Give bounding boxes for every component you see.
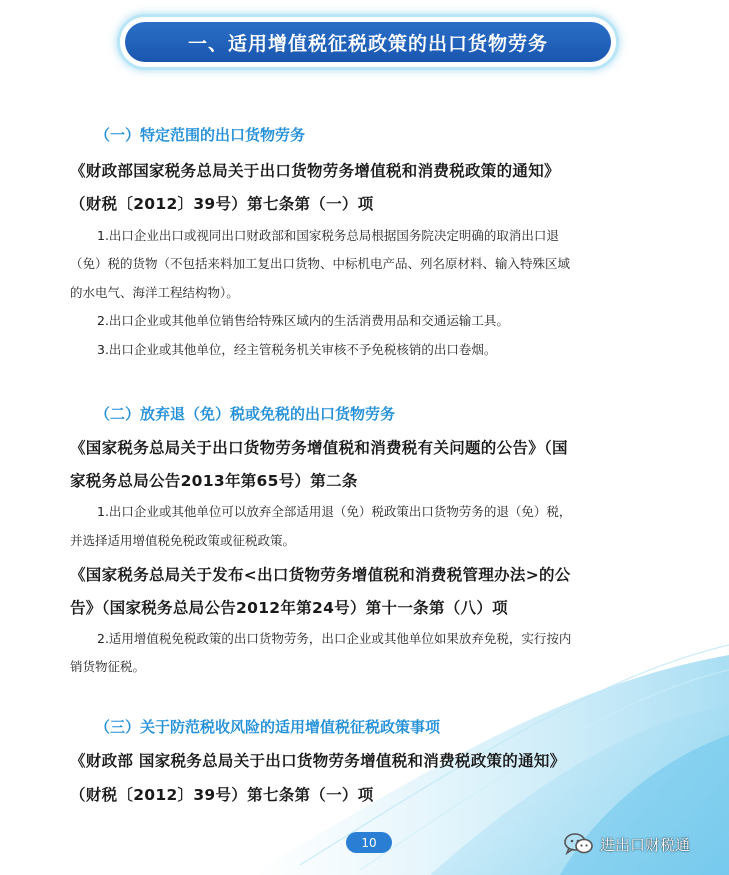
watermark-text: 进出口财税通 [600,835,691,854]
policy-item-text: 2.适用增值税免税政策的出口货物劳务，出口企业或其他单位如果放弃免税，实行按内 [97,631,572,646]
section-banner [120,17,616,67]
policy-item-text: 1.出口企业出口或视同出口财政部和国家税务总局根据国务院决定明确的取消出口退 [97,228,559,243]
policy-source: 《财政部国家税务总局关于出口货物劳务增值税和消费税政策的通知》 [70,162,560,180]
policy-item-text: 3.出口企业或其他单位，经主管税务机关审核不予免税核销的出口卷烟。 [97,342,497,357]
policy-item-text: 的水电气、海洋工程结构物）。 [70,285,239,300]
policy-source: 《国家税务总局关于出口货物劳务增值税和消费税有关问题的公告》（国 [70,439,568,457]
policy-item-text: 2.出口企业或其他单位销售给特殊区域内的生活消费用品和交通运输工具。 [97,313,509,328]
section-heading: （一）特定范围的出口货物劳务 [95,126,306,144]
policy-source: 《财政部 国家税务总局关于出口货物劳务增值税和消费税政策的通知》 [70,752,566,770]
policy-source: 告》（国家税务总局公告2012年第24号）第十一条第（八）项 [70,599,508,617]
policy-source: 家税务总局公告2013年第65号）第二条 [70,472,358,490]
policy-source: （财税〔2012〕39号）第七条第（一）项 [70,786,374,804]
watermark [564,829,690,859]
wechat-icon [564,832,594,856]
policy-source: （财税〔2012〕39号）第七条第（一）项 [70,195,374,213]
policy-item-text: （免）税的货物（不包括来料加工复出口货物、中标机电产品、列名原材料、输入特殊区域 [70,256,571,271]
section-heading: （三）关于防范税收风险的适用增值税征税政策事项 [95,718,441,736]
section-heading: （二）放弃退（免）税或免税的出口货物劳务 [95,405,396,423]
policy-item-text: 并选择适用增值税免税政策或征税政策。 [70,533,296,548]
policy-item-text: 销货物征税。 [70,659,146,674]
banner-title: 一、适用增值税征税政策的出口货物劳务 [125,22,611,62]
policy-item-text: 1.出口企业或其他单位可以放弃全部适用退（免）税政策出口货物劳务的退（免）税， [97,504,572,519]
page-number: 10 [346,832,392,853]
policy-source: 《国家税务总局关于发布<出口货物劳务增值税和消费税管理办法>的公 [70,566,571,584]
